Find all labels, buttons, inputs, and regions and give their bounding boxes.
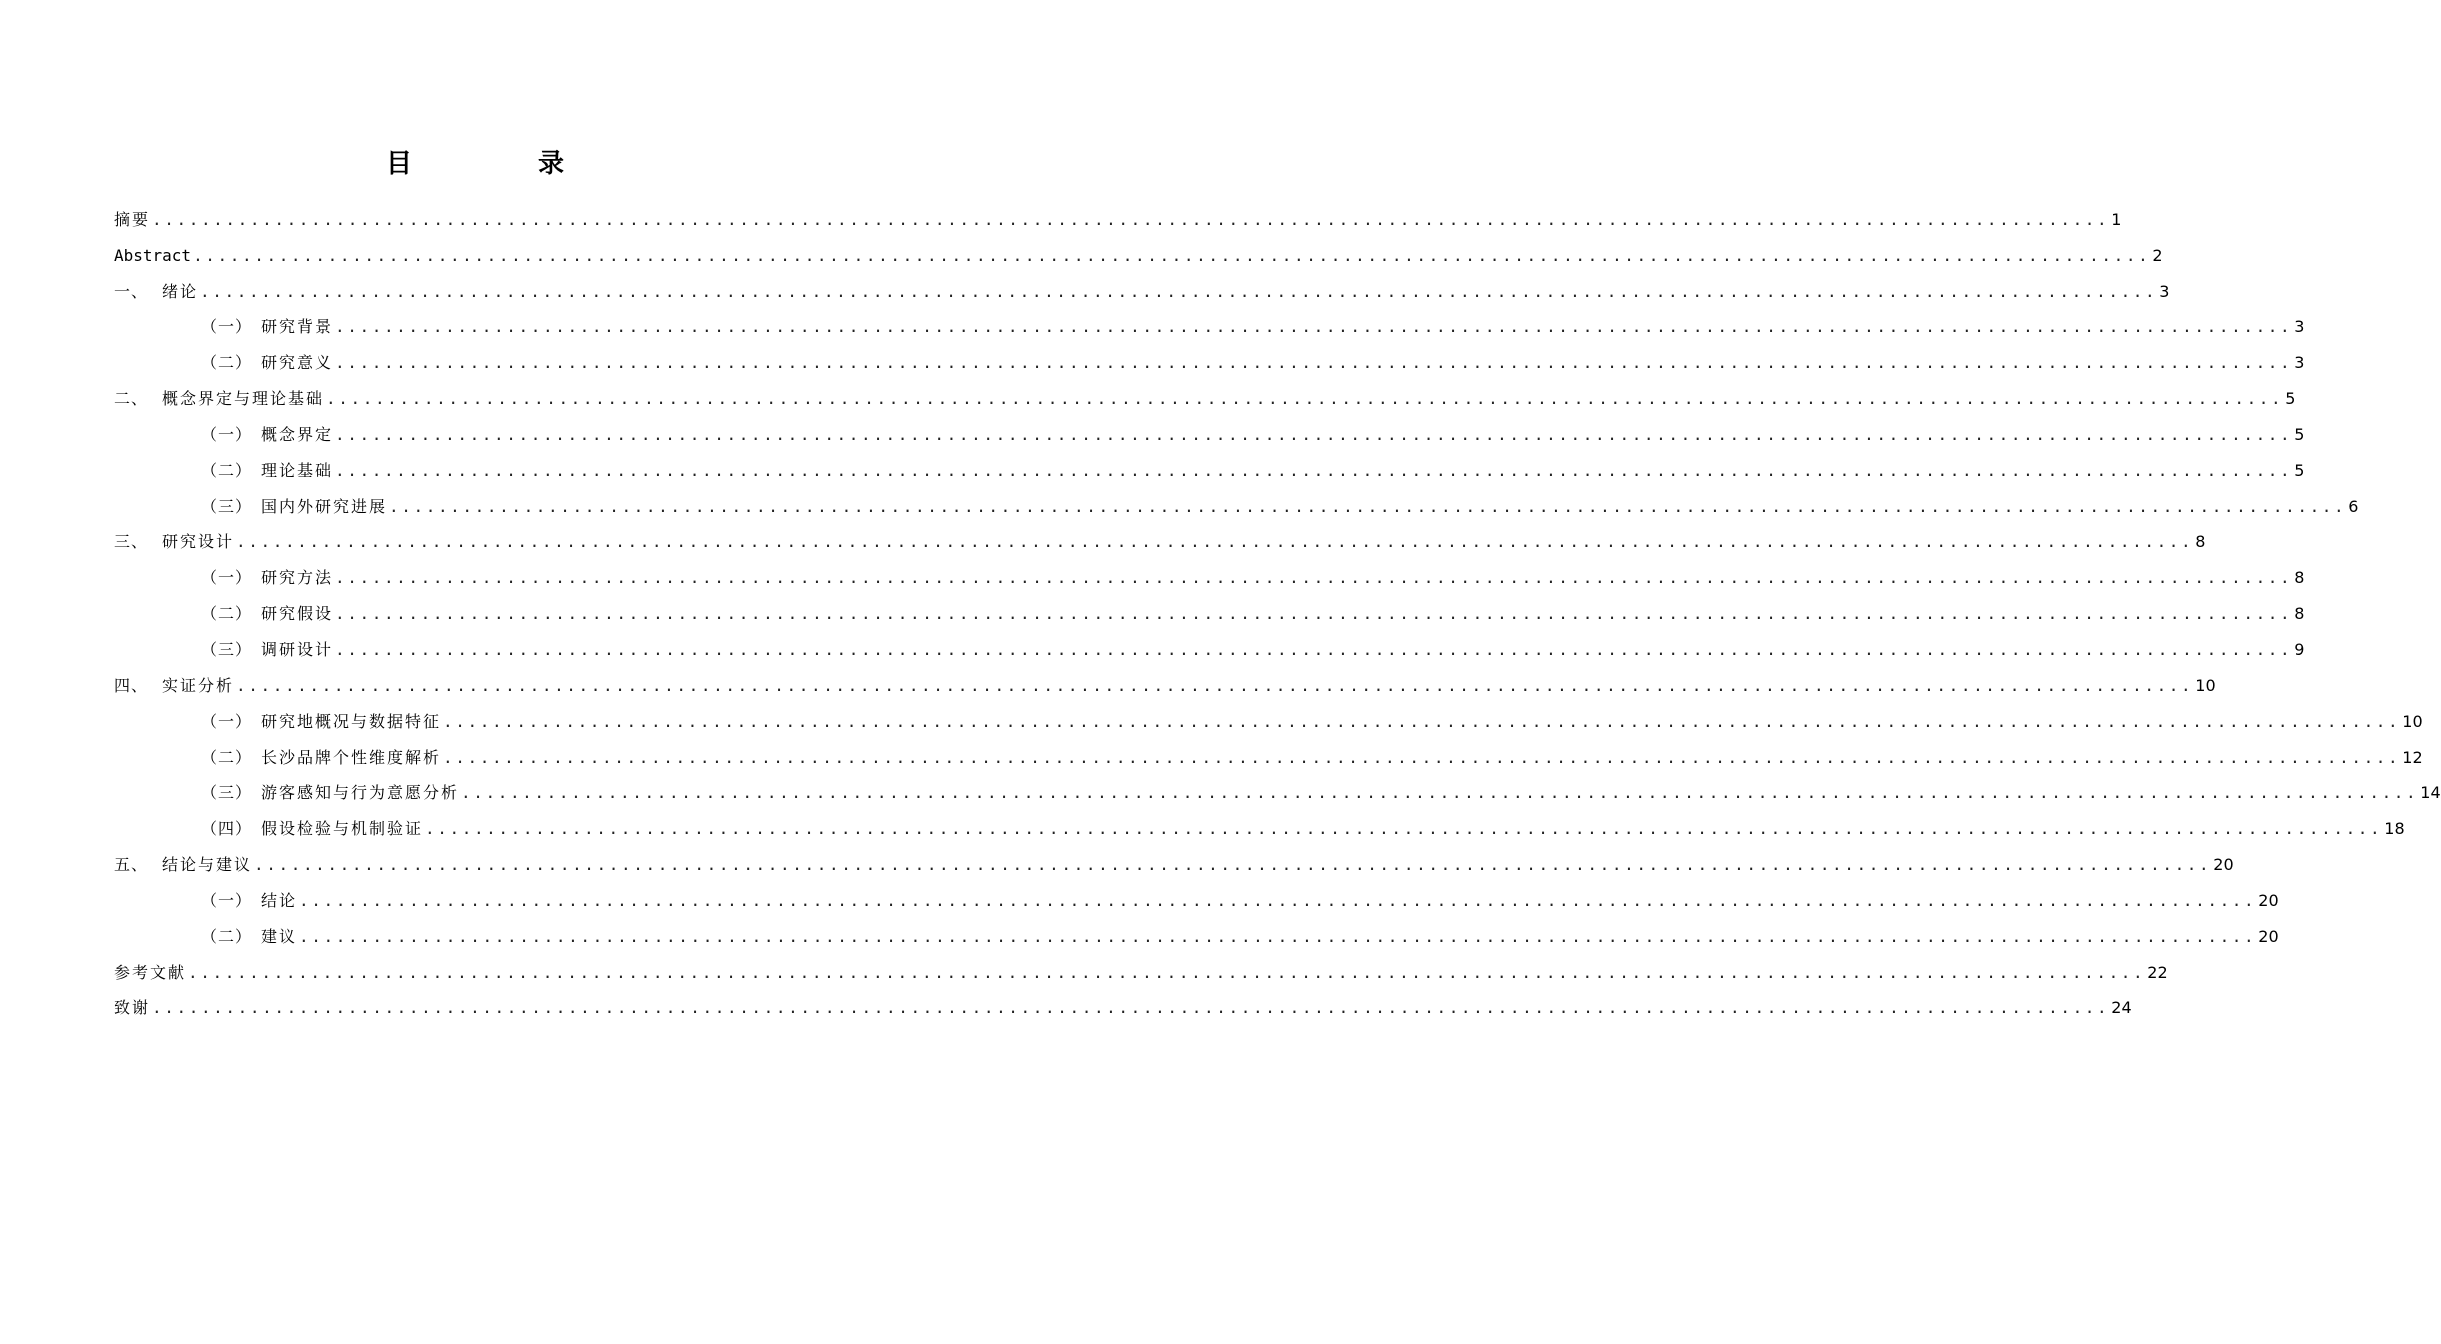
dot-leader: ................................................................................................................................................................ [335,639,2293,659]
toc-entry-number: （二） [201,604,253,624]
dot-leader: ................................................................................................................................................................ [193,245,2151,265]
toc-entry-number: 一、 [114,281,149,301]
toc-entry-title: 研究地概况与数据特征 [261,711,442,731]
toc-entry-number: （四） [201,819,253,839]
toc-entry[interactable] [114,374,2296,410]
toc-entry-number: （二） [201,747,253,767]
toc-page-number: 6 [2348,496,2359,516]
toc-page-number: 24 [2111,998,2132,1018]
toc-entry[interactable] [114,876,2279,912]
toc-entry-title: Abstract [114,245,192,265]
dot-leader: ................................................................................................................................................................ [188,962,2146,982]
toc-entry-number: （二） [201,353,253,373]
toc-page-number: 10 [2402,711,2423,731]
toc-entry-number: 二、 [114,389,149,409]
toc-page-number: 12 [2402,747,2423,767]
dot-leader: ................................................................................................................................................................ [236,675,2194,695]
toc-entry-title: 国内外研究进展 [261,496,388,516]
toc-page-number: 2 [2152,245,2163,265]
toc-entry[interactable] [114,195,2122,231]
toc-entry[interactable] [114,840,2234,876]
toc-page-number: 20 [2213,855,2234,875]
toc-entry-title: 研究设计 [162,532,235,552]
toc-page-number: 3 [2294,317,2305,337]
toc-entry-number: （二） [201,460,253,480]
toc-entry[interactable] [114,589,2305,625]
toc-entry-title: 研究意义 [261,353,334,373]
toc-page-number: 8 [2195,532,2206,552]
toc-entry-title: 建议 [261,926,298,946]
toc-entry[interactable] [114,625,2305,661]
toc-entry-title: 理论基础 [261,460,334,480]
toc-page-number: 5 [2294,460,2305,480]
toc-entry[interactable] [114,769,2441,805]
toc-entry-title: 研究假设 [261,604,334,624]
dot-leader: ................................................................................................................................................................ [461,783,2419,803]
toc-page-number: 18 [2384,819,2405,839]
toc-entry[interactable] [114,410,2305,446]
toc-page-number: 20 [2258,890,2279,910]
toc-entry-title: 长沙品牌个性维度解析 [261,747,442,767]
toc-entry[interactable] [114,984,2132,1020]
toc-entry-number: （三） [201,783,253,803]
dot-leader: ................................................................................................................................................................ [299,926,2257,946]
toc-entry[interactable] [114,553,2305,589]
toc-page-number: 5 [2294,424,2305,444]
toc-entry[interactable] [114,267,2170,303]
toc-entry-number: 五、 [114,855,149,875]
dot-leader: ................................................................................................................................................................ [335,568,2293,588]
toc-entry-title: 致谢 [114,998,151,1018]
toc-entry[interactable] [114,338,2305,374]
toc-entry[interactable] [114,804,2405,840]
toc-entry[interactable] [114,482,2359,518]
dot-leader: ................................................................................................................................................................ [389,496,2347,516]
dot-leader: ................................................................................................................................................................ [335,604,2293,624]
toc-page-number: 9 [2294,639,2305,659]
toc-entry[interactable] [114,912,2279,948]
dot-leader: ................................................................................................................................................................ [335,424,2293,444]
table-of-contents [114,195,2441,1019]
dot-leader: ................................................................................................................................................................ [236,532,2194,552]
toc-entry-title: 绪论 [162,281,199,301]
toc-entry[interactable] [114,303,2305,339]
toc-entry-title: 概念界定与理论基础 [162,389,325,409]
toc-entry-title: 实证分析 [162,675,235,695]
toc-entry[interactable] [114,948,2168,984]
toc-entry-number: （三） [201,496,253,516]
dot-leader: ................................................................................................................................................................ [443,747,2401,767]
dot-leader: ................................................................................................................................................................ [335,317,2293,337]
toc-page-number: 8 [2294,568,2305,588]
dot-leader: ................................................................................................................................................................ [152,209,2110,229]
toc-entry-number: （三） [201,639,253,659]
toc-entry-number: 三、 [114,532,149,552]
dot-leader: ................................................................................................................................................................ [335,460,2293,480]
toc-page-number: 8 [2294,604,2305,624]
toc-page-number: 22 [2147,962,2168,982]
toc-entry-number: （二） [201,926,253,946]
toc-entry-number: （一） [201,317,253,337]
toc-entry-number: （一） [201,424,253,444]
dot-leader: ................................................................................................................................................................ [254,855,2212,875]
dot-leader: ................................................................................................................................................................ [299,890,2257,910]
toc-entry-title: 摘要 [114,209,151,229]
toc-title: 目 录 [385,149,614,179]
toc-entry-title: 调研设计 [261,639,334,659]
toc-entry[interactable] [114,661,2216,697]
toc-entry-number: （一） [201,890,253,910]
toc-entry-title: 游客感知与行为意愿分析 [261,783,460,803]
dot-leader: ................................................................................................................................................................ [335,353,2293,373]
dot-leader: ................................................................................................................................................................ [200,281,2158,301]
toc-entry-number: （一） [201,711,253,731]
toc-page-number: 3 [2294,353,2305,373]
toc-page-number: 20 [2258,926,2279,946]
toc-entry[interactable] [114,733,2423,769]
toc-page-number: 10 [2195,675,2216,695]
toc-page-number: 5 [2285,389,2296,409]
toc-entry-title: 结论 [261,890,298,910]
toc-entry-title: 参考文献 [114,962,187,982]
toc-page-number: 3 [2159,281,2170,301]
toc-entry-title: 研究方法 [261,568,334,588]
toc-page-number: 1 [2111,209,2122,229]
toc-entry-title: 假设检验与机制验证 [261,819,424,839]
toc-entry[interactable] [114,697,2423,733]
toc-entry[interactable] [114,446,2305,482]
toc-entry-number: 四、 [114,675,149,695]
toc-entry-title: 结论与建议 [162,855,253,875]
toc-entry-title: 概念界定 [261,424,334,444]
toc-entry-number: （一） [201,568,253,588]
dot-leader: ................................................................................................................................................................ [425,819,2383,839]
toc-entry[interactable] [114,518,2206,554]
dot-leader: ................................................................................................................................................................ [152,998,2110,1018]
toc-page-number: 14 [2420,783,2441,803]
toc-entry[interactable] [114,231,2163,267]
dot-leader: ................................................................................................................................................................ [443,711,2401,731]
toc-entry-title: 研究背景 [261,317,334,337]
dot-leader: ................................................................................................................................................................ [326,389,2284,409]
